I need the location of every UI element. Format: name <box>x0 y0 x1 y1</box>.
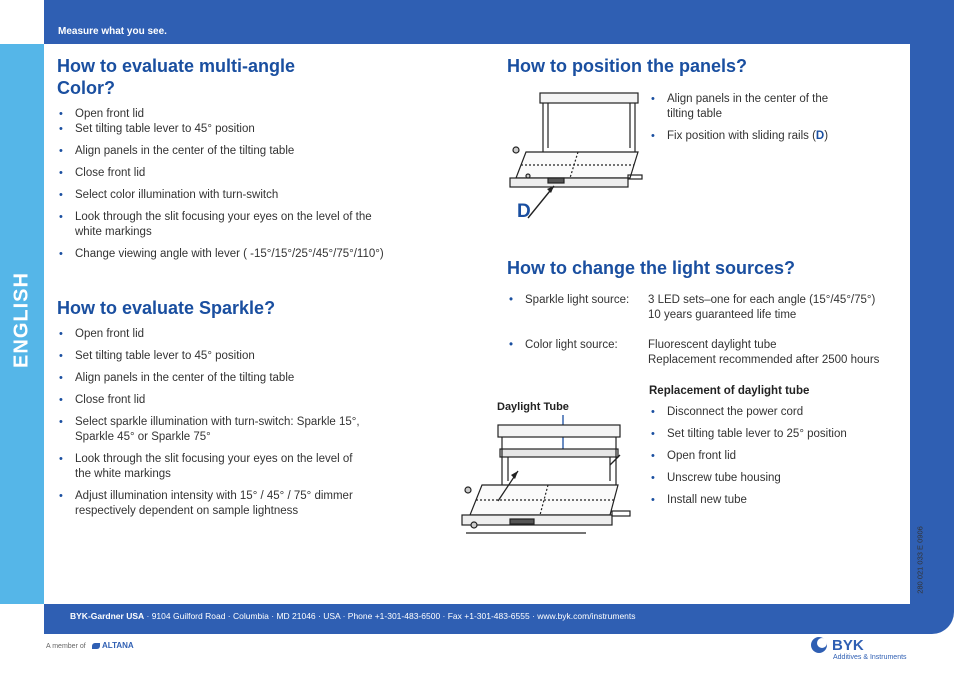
color-light-label: • Color light source: <box>507 338 618 353</box>
altana-logo <box>92 641 134 650</box>
color-light-value-2: Replacement recommended after 2500 hours <box>648 354 880 366</box>
list-item: • Align panels in the center of the tilting table <box>57 371 387 386</box>
daylight-tube-figure <box>460 415 635 555</box>
footer-address <box>70 611 636 621</box>
list-item: • Change viewing angle with lever ( -15°/15°/25°/45°/75°/110°) <box>57 247 397 262</box>
color-light-value-1: Fluorescent daylight tube <box>648 339 777 351</box>
replacement-steps <box>649 405 889 515</box>
position-title: How to position the panels? <box>507 56 747 76</box>
list-item: • Adjust illumination intensity with 15° / 45° / 75° dimmer respectively dependent on sample lightness <box>57 489 387 519</box>
list-item: • Align panels in the center of the tilting table <box>649 92 849 122</box>
member-of-text: A member of <box>46 643 86 650</box>
daylight-tube-label: Daylight Tube <box>497 401 569 413</box>
list-item: • Set tilting table lever to 25° position <box>649 427 889 442</box>
language-label: ENGLISH <box>10 272 33 368</box>
sparkle-light-label: • Sparkle light source: <box>507 293 629 308</box>
replacement-title: Replacement of daylight tube <box>649 385 810 397</box>
list-item: • Set tilting table lever to 45° position <box>57 349 387 364</box>
altana-name: ALTANA <box>102 641 134 650</box>
list-item: • Close front lid <box>57 166 397 181</box>
light-title: How to change the light sources? <box>507 258 796 278</box>
list-item: • Look through the slit focusing your eyes on the level of the white markings <box>57 452 355 482</box>
byk-logo-icon <box>810 636 828 654</box>
list-item: • Close front lid <box>57 393 387 408</box>
list-item: • Open front lid <box>57 107 397 122</box>
list-item: • Select sparkle illumination with turn-switch: Sparkle 15°, Sparkle 45° or Sparkle 75° <box>57 415 387 445</box>
sparkle-steps <box>57 327 387 526</box>
list-item: • Disconnect the power cord <box>649 405 889 420</box>
sparkle-light-spec <box>507 293 907 325</box>
multi-angle-steps <box>57 107 397 269</box>
label-d: D <box>815 130 825 142</box>
list-item: • Install new tube <box>649 493 889 508</box>
list-item <box>649 129 849 144</box>
sparkle-light-value-1: 3 LED sets–one for each angle (15°/45°/75°) <box>648 294 876 306</box>
list-item: • Open front lid <box>649 449 889 464</box>
list-item: • Look through the slit focusing your eyes on the level of the white markings <box>57 210 397 240</box>
list-item: • Unscrew tube housing <box>649 471 889 486</box>
header-band <box>44 0 954 44</box>
brand-subtitle: Additives & Instruments <box>833 654 907 661</box>
brand-name: BYK <box>832 637 864 654</box>
color-light-spec <box>507 338 907 370</box>
list-item: • Align panels in the center of the tilting table <box>57 144 397 159</box>
position-step2-end: ) <box>824 130 829 142</box>
list-item: • Open front lid <box>57 327 387 342</box>
altana-mark-icon <box>92 643 100 649</box>
footer-contact: · 9104 Guilford Road · Columbia · MD 21046 · USA · Phone +1-301-483-6500 · Fax +1-301-483-6555 · www.byk.com/instruments <box>144 611 636 621</box>
figure-label-d: D <box>517 201 531 222</box>
position-steps <box>649 92 849 151</box>
list-item: • Set tilting table lever to 45° position <box>57 122 397 137</box>
right-band <box>910 44 954 604</box>
footer-company: BYK-Gardner USA <box>70 611 145 621</box>
tagline: Measure what you see. <box>58 26 167 37</box>
position-step2-text: Fix position with sliding rails ( <box>667 130 816 142</box>
document-number: 280 021 033 E 0906 <box>915 526 925 594</box>
sparkle-light-value-2: 10 years guaranteed life time <box>648 309 797 321</box>
sparkle-title: How to evaluate Sparkle? <box>57 298 276 318</box>
list-item: • Select color illumination with turn-switch <box>57 188 397 203</box>
multi-angle-title: How to evaluate multi-angle Color? <box>57 56 296 98</box>
